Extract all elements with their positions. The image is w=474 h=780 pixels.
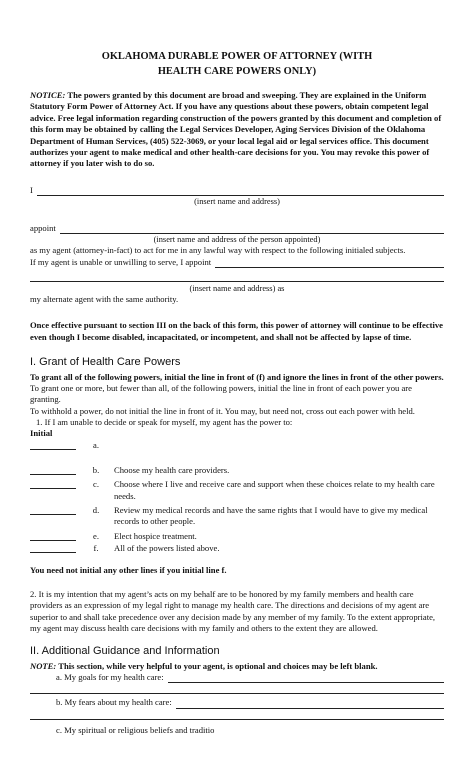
power-item-b <box>30 465 444 476</box>
grantor-caption: (insert name and address) <box>194 196 280 206</box>
section-1-para-1: To grant one or more, but fewer than all, of the following powers, initial the line in front of each power you are granting. <box>30 383 412 405</box>
power-text-d: Review my medical records and have the same rights that I would have to give my medical records to other people. <box>114 505 428 527</box>
notice-lead: NOTICE: <box>30 90 66 101</box>
notice-text: The powers granted by this document are broad and sweeping. They are explained in the Uniform Statutory Form Power of Attorney Act. If you have any questions about these powers, obtain competent legal advice. Free legal information regarding construction of the powers granted by this document and completion of this form may be obtained by calling the Legal Services Developer, Aging Services Division of the Oklahoma Department of Human Services, (405) 522-3069, or your local legal aid or legal services office. This document authorizes your agent to make medical and other health-care decisions for you. You may revoke this power of attorney if you later wish to do so. <box>30 90 442 169</box>
power-item-f <box>30 543 444 554</box>
agent-name-field[interactable] <box>60 224 444 234</box>
section-2-note <box>30 661 444 672</box>
power-letter-c: c. <box>93 479 99 490</box>
power-item-a <box>30 440 444 451</box>
power-item-e <box>30 531 444 542</box>
initial-label: Initial <box>30 428 53 439</box>
section-1-para-2: To withhold a power, do not initial the line in front of it. You may, but need not, cross out each power with held. <box>30 405 415 416</box>
power-item-d <box>30 505 444 528</box>
section-2-heading: II. Additional Guidance and Information <box>30 645 220 658</box>
section-1-item-2: 2. It is my intention that my agent’s acts on my behalf are to be honored by my family members and health care providers as an expression of my legal right to manage my health care. The directions and decisions of my agent are superior to and shall take precedence over any decision made by any member of my family. To the extent appropriate, my agent may discuss health care decisions with my family and others to the extent they are allowed. <box>30 588 436 633</box>
powers-list <box>30 440 444 555</box>
power-letter-f: f. <box>93 543 99 554</box>
power-text-c: Choose where I live and receive care and support when these choices relate to my health care needs. <box>114 479 435 501</box>
power-text-e: Elect hospice treatment. <box>114 530 197 541</box>
power-letter-b: b. <box>92 465 100 476</box>
beliefs-row <box>56 725 444 736</box>
power-text-f: All of the powers listed above. <box>114 543 220 554</box>
fears-line-2[interactable] <box>30 718 444 720</box>
alternate-row <box>30 257 444 268</box>
power-text-b: Choose my health care providers. <box>114 465 230 476</box>
initial-field-c[interactable] <box>30 479 76 489</box>
initial-field-b[interactable] <box>30 465 76 475</box>
power-text-a <box>114 440 444 451</box>
power-letter-e: e. <box>93 530 99 541</box>
goals-row <box>56 672 444 683</box>
agent-text-2: If my agent is unable or unwilling to serve, I appoint <box>30 256 212 267</box>
power-item-c <box>30 479 444 502</box>
power-letter-a: a. <box>93 439 99 450</box>
grantor-row <box>30 185 444 196</box>
form-title <box>30 50 444 79</box>
no-other-lines-note: You need not initial any other lines if you initial line f. <box>30 564 227 575</box>
beliefs-label: c. My spiritual or religious beliefs and traditio <box>56 724 215 735</box>
effective-paragraph: Once effective pursuant to section III on the back of this form, this power of attorney will continue to be effective even though I become disabled, incapacitated, or incompetent, and shall not be affected by lapse of time. <box>30 320 443 342</box>
agent-text-1: as my agent (attorney-in-fact) to act for me in any lawful way with respect to the following initialed subjects. <box>30 245 406 256</box>
section-2-note-text: This section, while very helpful to your agent, is optional and choices may be left blank. <box>58 660 378 671</box>
goals-line-2[interactable] <box>30 692 444 694</box>
fears-row <box>56 697 444 708</box>
fears-field[interactable] <box>176 699 444 709</box>
agent-row <box>30 223 444 234</box>
alternate-name-line-2[interactable] <box>30 280 444 282</box>
grantor-name-field[interactable] <box>37 186 444 196</box>
power-letter-d: d. <box>92 505 100 516</box>
goals-field[interactable] <box>168 673 444 683</box>
fears-label: b. My fears about my health care: <box>56 697 172 708</box>
alternate-caption: (insert name and address) as <box>189 284 285 294</box>
agent-caption: (insert name and address of the person appointed) <box>153 235 321 245</box>
alternate-text: my alternate agent with the same authority. <box>30 294 179 305</box>
section-1-item-1: 1. If I am unable to decide or speak for myself, my agent has the power to: <box>36 417 293 428</box>
initial-field-a[interactable] <box>30 440 76 450</box>
section-2-note-lead: NOTE: <box>30 660 57 671</box>
appoint-label: appoint <box>30 222 56 233</box>
grantor-label: I <box>30 184 33 195</box>
section-1-instruction: To grant all of the following powers, initial the line in front of (f) and ignore the lines in front of the other powers. <box>30 371 444 382</box>
initial-field-e[interactable] <box>30 531 76 541</box>
initial-field-d[interactable] <box>30 505 76 515</box>
section-1-heading: I. Grant of Health Care Powers <box>30 356 181 369</box>
title-line-1: OKLAHOMA DURABLE POWER OF ATTORNEY (WITH <box>101 51 373 62</box>
title-line-2: HEALTH CARE POWERS ONLY) <box>157 65 317 77</box>
initial-field-f[interactable] <box>30 543 76 553</box>
notice-paragraph <box>30 90 444 169</box>
alternate-name-field[interactable] <box>215 258 444 268</box>
goals-label: a. My goals for my health care: <box>56 672 164 683</box>
